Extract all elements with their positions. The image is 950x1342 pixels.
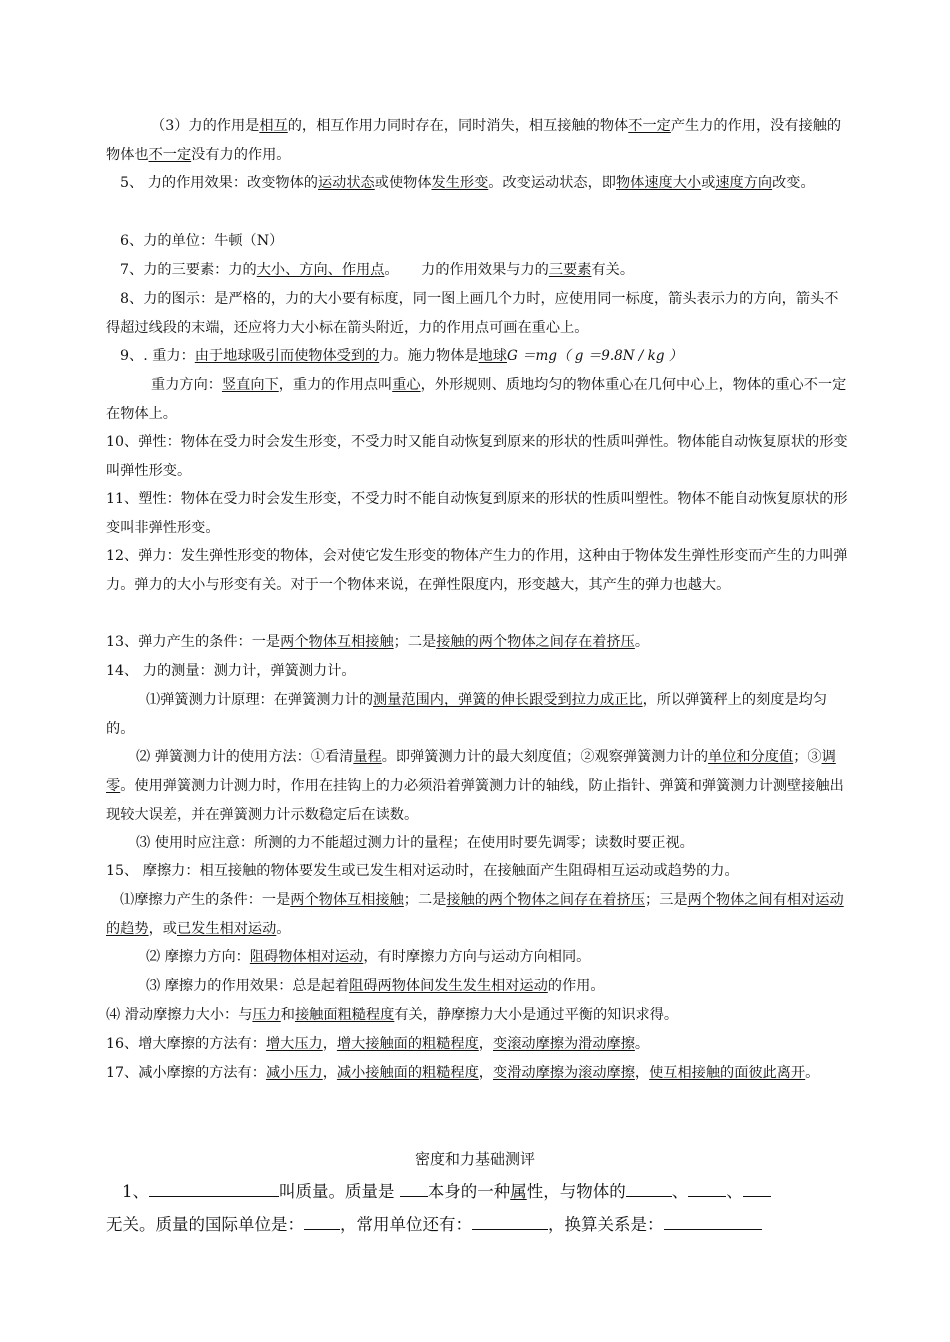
note-7: 7、力的三要素：力的大小、方向、作用点。 力的作用效果与力的三要素有关。: [120, 262, 635, 278]
answer-blank[interactable]: [400, 1178, 428, 1197]
note-9: 9、. 重力：由于地球吸引而使物体受到的力。施力物体是地球G ＝mg（ g ＝9.8N / kg ）: [120, 348, 683, 364]
note-14-principle: ⑴弹簧测力计原理：在弹簧测力计的测量范围内，弹簧的伸长跟受到拉力成正比，所以弹簧秤上的刻度是均匀的。: [106, 692, 828, 737]
note-17: 17、减小摩擦的方法有：减小压力，减小接触面的粗糙程度，变滑动摩擦为滚动摩擦，使互相接触的面彼此离开。: [106, 1065, 820, 1081]
note-8: 8、力的图示：是严格的，力的大小要有标度，同一图上画几个力时，应使用同一标度，箭头表示力的方向，箭头不得超过线段的末端，还应将力大小标在箭头附近，力的作用点可画在重心上。: [106, 291, 839, 336]
quiz-question-1: 1、 叫质量。质量是 本身的一种属性，与物体的 、 、 无关。质量的国际单位是： ，常用单位还有： ，换算关系是：: [106, 1175, 848, 1241]
answer-blank[interactable]: [743, 1178, 771, 1197]
note-14: 14、 力的测量：测力计，弹簧测力计。: [106, 663, 356, 679]
answer-blank[interactable]: [304, 1211, 340, 1230]
note-16: 16、增大摩擦的方法有：增大压力，增大接触面的粗糙程度，变滚动摩擦为滑动摩擦。: [106, 1036, 650, 1052]
note-12: 12、弹力：发生弹性形变的物体，会对使它发生形变的物体产生力的作用，这种由于物体发生弹性形变而产生的力叫弹力。弹力的大小与形变有关。对于一个物体来说，在弹性限度内，形变越大，其产生的弹力也越大。: [106, 548, 848, 593]
answer-blank[interactable]: [626, 1178, 672, 1197]
note-10: 10、弹性：物体在受力时会发生形变，不受力时又能自动恢复到原来的形状的性质叫弹性。物体能自动恢复原状的形变叫弹性形变。: [106, 434, 848, 479]
note-14-caution: ⑶ 使用时应注意：所测的力不能超过测力计的量程；在使用时要先调零；读数时要正视。: [136, 835, 694, 851]
quiz-title: 密度和力基础测评: [414, 1150, 535, 1168]
answer-blank[interactable]: [472, 1211, 548, 1230]
answer-blank[interactable]: [688, 1178, 726, 1197]
note-15-conditions: ⑴摩擦力产生的条件：一是两个物体互相接触；二是接触的两个物体之间存在着挤压；三是两个物体之间有相对运动的趋势，或已发生相对运动。: [106, 892, 844, 937]
gravity-formula: G ＝mg: [506, 348, 557, 364]
answer-blank[interactable]: [149, 1178, 279, 1197]
note-6: 6、力的单位：牛顿（N）: [120, 233, 284, 249]
note-15-magnitude: ⑷ 滑动摩擦力大小：与压力和接触面粗糙程度有关，静摩擦力大小是通过平衡的知识求得。: [106, 1007, 679, 1023]
note-9-direction: 重力方向：竖直向下，重力的作用点叫重心，外形规则、质地均匀的物体重心在几何中心上，物体的重心不一定在物体上。: [106, 377, 847, 422]
note-15-direction: ⑵ 摩擦力方向：阻碍物体相对运动，有时摩擦力方向与运动方向相同。: [146, 949, 591, 965]
answer-blank[interactable]: [664, 1211, 762, 1230]
note-13: 13、弹力产生的条件：一是两个物体互相接触；二是接触的两个物体之间存在着挤压。: [106, 634, 650, 650]
note-5: 5、 力的作用效果：改变物体的运动状态或使物体发生形变。改变运动状态，即物体速度大小或速度方向改变。: [120, 175, 815, 191]
note-15-effect: ⑶ 摩擦力的作用效果：总是起着阻碍两物体间发生发生相对运动的作用。: [146, 978, 605, 994]
note-11: 11、塑性：物体在受力时会发生形变，不受力时不能自动恢复到原来的形状的性质叫塑性。物体不能自动恢复原状的形变叫非弹性形变。: [106, 491, 848, 536]
note-14-usage: ⑵ 弹簧测力计的使用方法：①看清量程。即弹簧测力计的最大刻度值；②观察弹簧测力计的单位和分度值；③调零。使用弹簧测力计测力时，作用在挂钩上的力必须沿着弹簧测力计的轴线，防止指针、弹簧和弹簧测力计测壁接触出现较大误差，并在弹簧测力计示数稳定后在读数。: [106, 749, 844, 823]
note-15: 15、 摩擦力：相互接触的物体要发生或已发生相对运动时，在接触面产生阻碍相互运动或趋势的力。: [106, 863, 739, 879]
note-3: （3）力的作用是相互的，相互作用力同时存在，同时消失，相互接触的物体不一定产生力的作用，没有接触的物体也不一定没有力的作用。: [106, 118, 842, 163]
